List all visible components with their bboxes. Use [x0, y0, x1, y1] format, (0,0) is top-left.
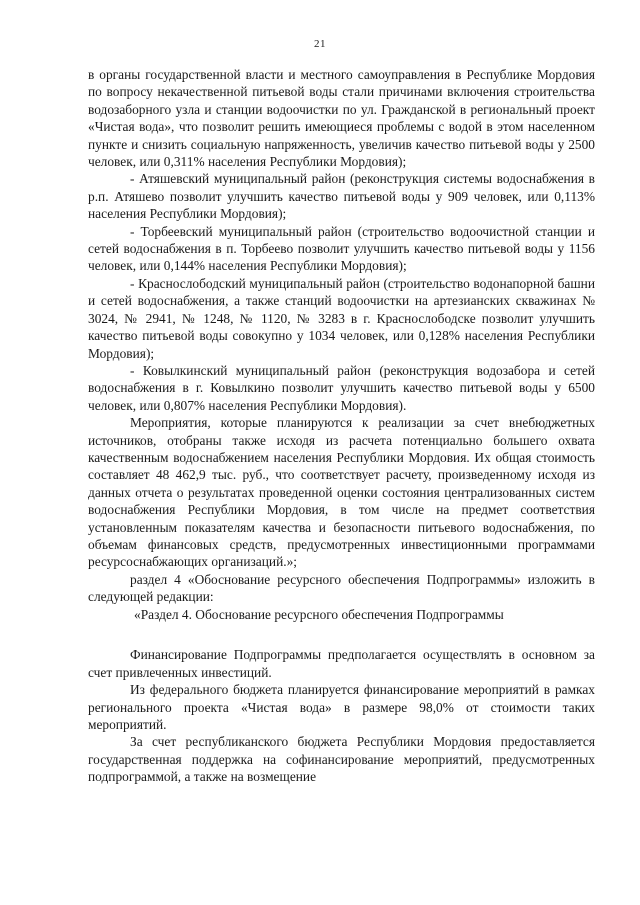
- paragraph-intro: в органы государственной власти и местного самоуправления в Республике Мордовия по вопросу некачественной питьевой воды стали причинами включения строительства водозаборного узла и станции водоочистки по ул. Гражданской в региональный проект «Чистая вода», что позволит решить имеющиеся проблемы с водой в этом населенном пункте и снизить социальную напряженность, увеличив качество питьевой воды у 2500 человек, или 0,311% населения Республики Мордовия);: [88, 67, 595, 170]
- paragraph-section-4-instruction: раздел 4 «Обоснование ресурсного обеспечения Подпрограммы» изложить в следующей редакции:: [88, 571, 595, 605]
- paragraph-extrabudgetary: Мероприятия, которые планируются к реализации за счет внебюджетных источников, отобраны также исходя из расчета потенциально большего охвата качественным водоснабжением населения Республики Мордовия. Их общая стоимость составляет 48 462,9 тыс. руб., что соответствует расчету, произведенному исходя из данных отчета о результатах проведенной оценки состояния централизованных систем водоснабжения Республики Мордовия, в том числе на предмет соответствия установленным показателям качества и безопасности питьевого водоснабжения, по объемам финансовых средств, предусмотренных инвестиционными программами ресурсоснабжающих организаций.»;: [88, 415, 595, 570]
- paragraph-financing: Финансирование Подпрограммы предполагается осуществлять в основном за счет привлеченных инвестиций.: [88, 647, 595, 680]
- paragraph-atyashevsky: - Атяшевский муниципальный район (реконструкция системы водоснабжения в р.п. Атяшево позволит улучшить качество питьевой воды у 909 человек, или 0,113% населения Республики Мордовия);: [88, 171, 595, 222]
- section-heading: «Раздел 4. Обоснование ресурсного обеспечения Подпрограммы: [134, 606, 504, 622]
- paragraph-republican-budget: За счет республиканского бюджета Республики Мордовия предоставляется государственная поддержка на софинансирование мероприятий, предусмотренных подпрограммой, а также на возмещение: [88, 734, 595, 785]
- paragraph-kovylkinsky: - Ковылкинский муниципальный район (реконструкция водозабора и сетей водоснабжения в г. Ковылкино позволит улучшить качество питьевой воды у 6500 человек, или 0,807% населения Республики Мордовия).: [88, 362, 595, 413]
- body-text: [88, 66, 595, 786]
- paragraph-krasnoslobodsky: - Краснослободский муниципальный район (строительство водонапорной башни и сетей водоснабжения, а также станций водоочистки на артезианских скважинах № 3024, № 2941, № 1248, № 1120, № 3283 в г. Краснослободске позволит улучшить качество питьевой воды совокупно у 1034 человек, или 0,128% населения Республики Мордовия);: [88, 275, 595, 361]
- paragraph-federal-budget: Из федерального бюджета планируется финансирование мероприятий в рамках регионального проекта «Чистая вода» в размере 98,0% от стоимости таких мероприятий.: [88, 682, 595, 733]
- paragraph-torbeevsky: - Торбеевский муниципальный район (строительство водоочистной станции и сетей водоснабжения в п. Торбеево позволит улучшить качество питьевой воды у 1156 человек, или 0,144% населения Республики Мордовия);: [88, 223, 595, 274]
- blank-line: [88, 623, 595, 640]
- page-number: 21: [314, 38, 326, 50]
